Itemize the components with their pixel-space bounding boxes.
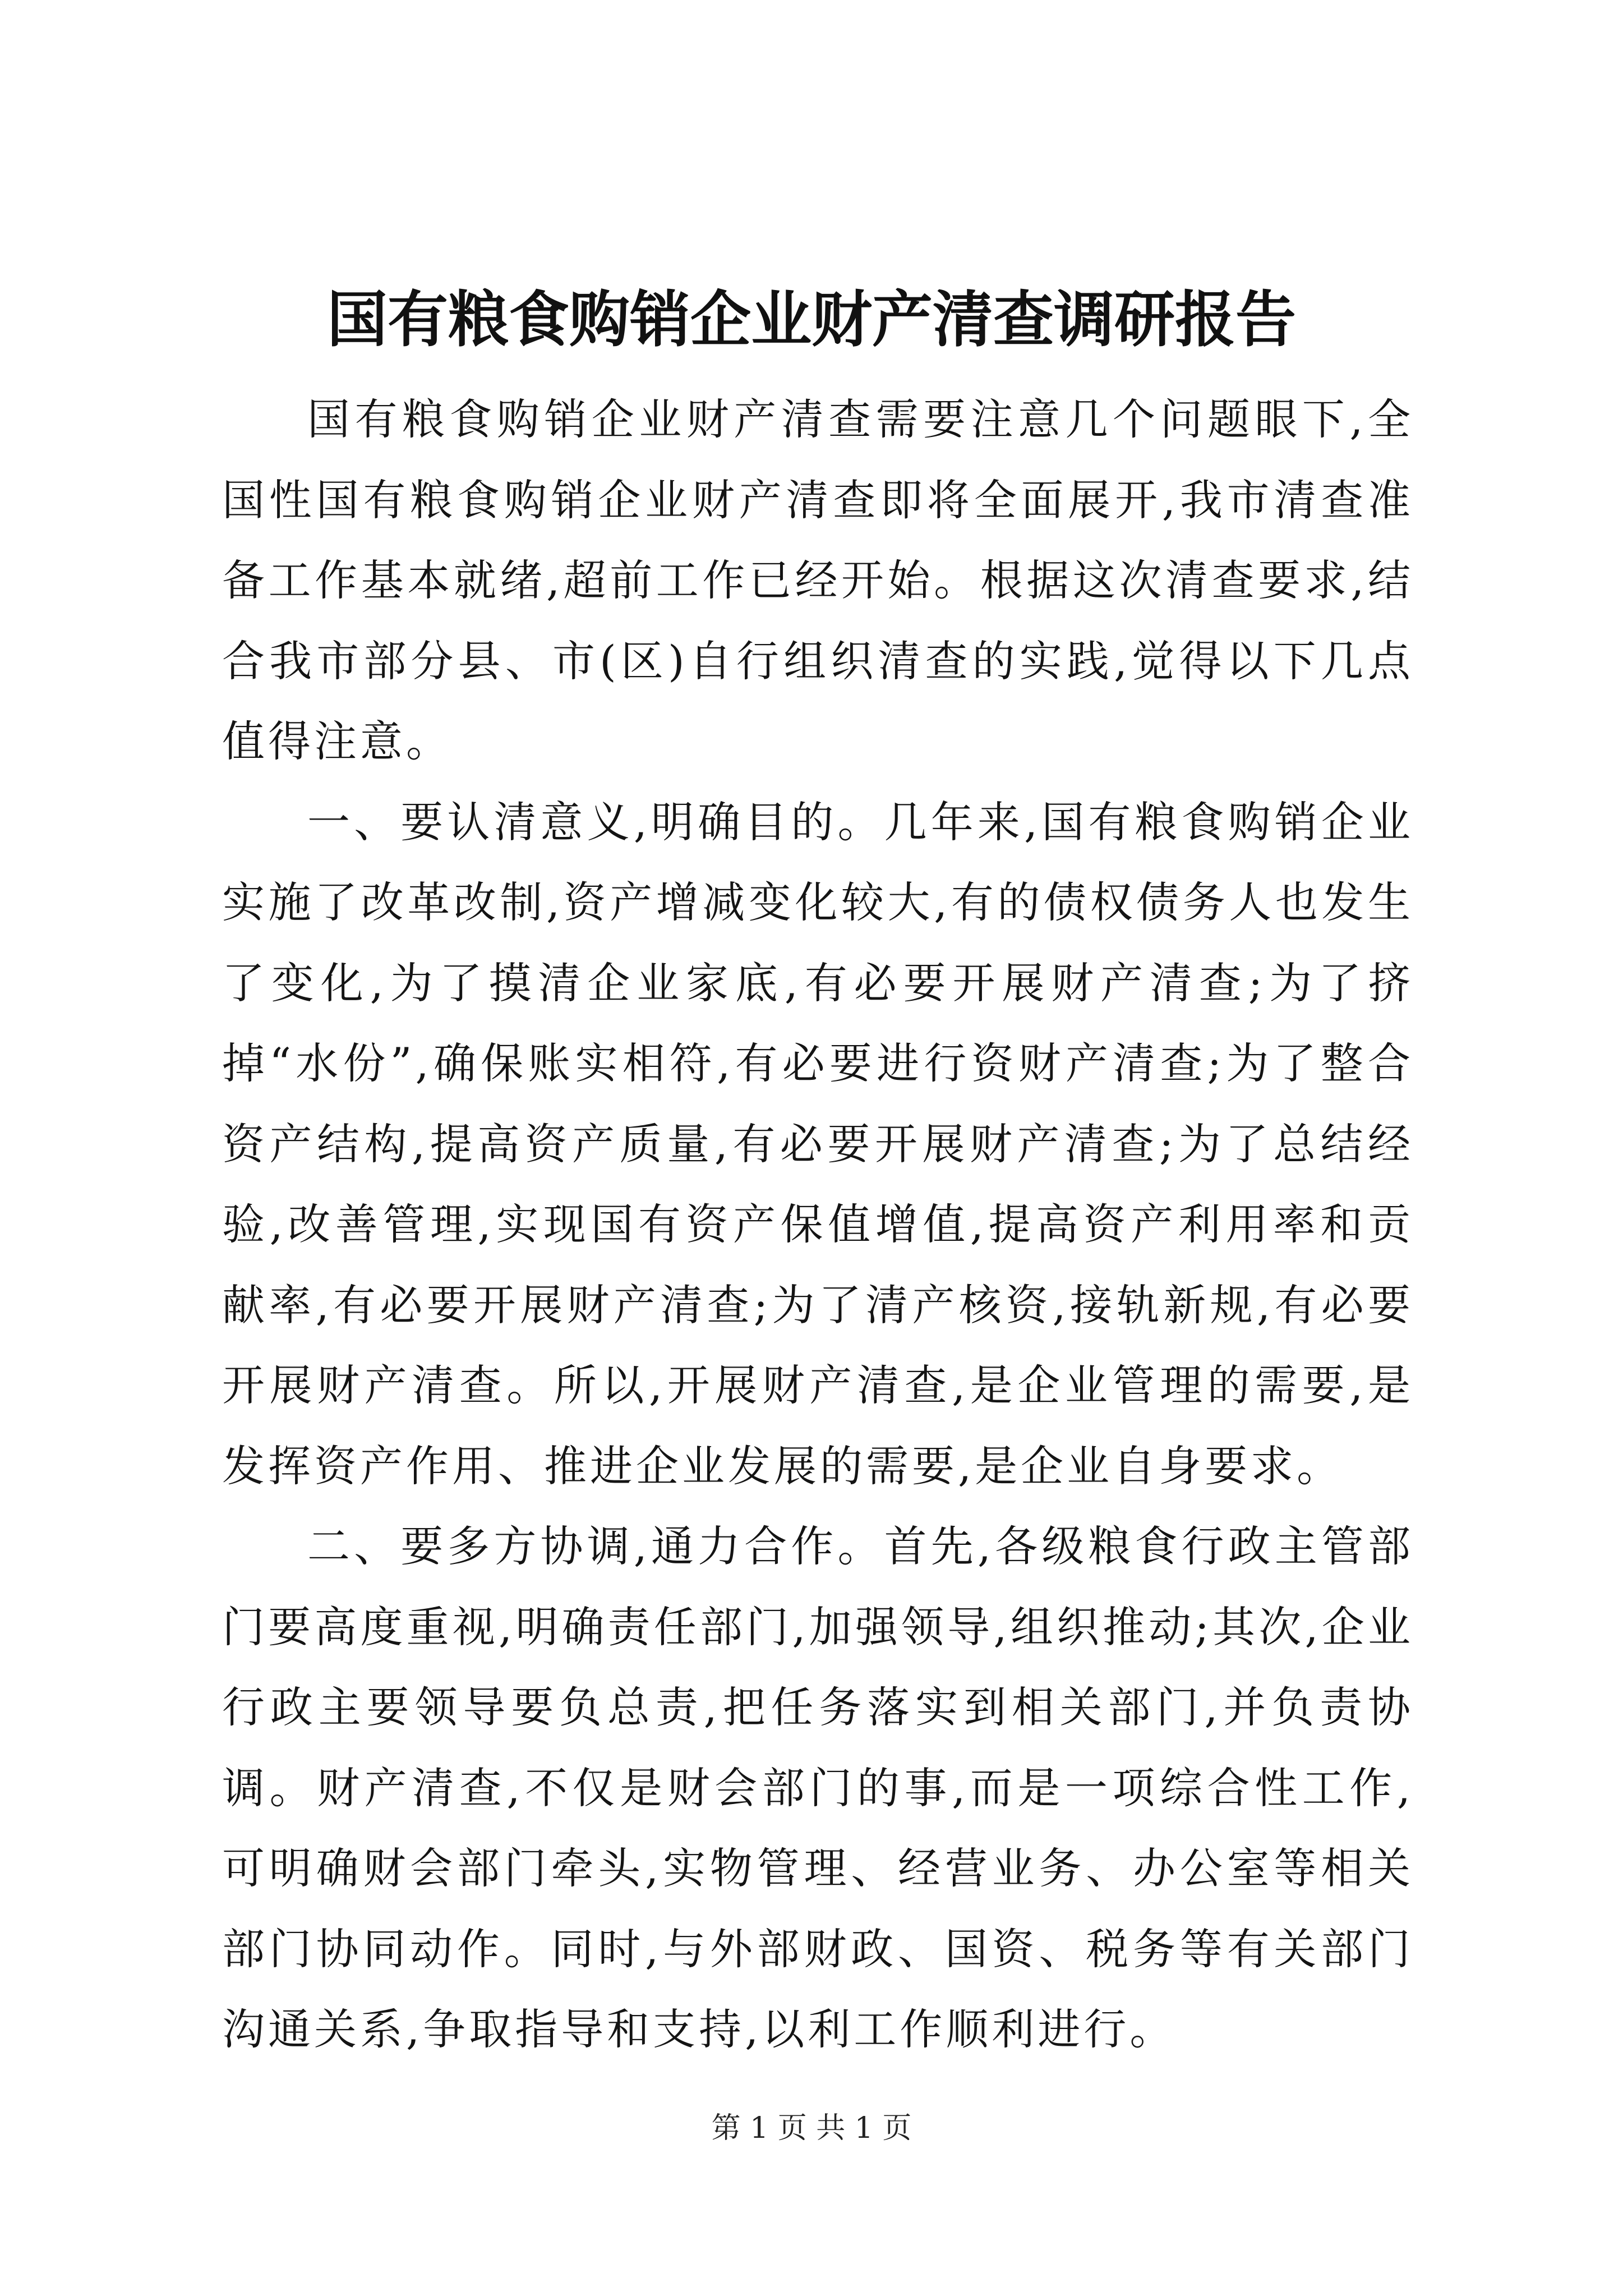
- document-body: [222, 379, 1414, 2070]
- paragraph-section-one: 一、要认清意义,明确目的。几年来,国有粮食购销企业实施了改革改制,资产增减变化较大,有的债权债务人也发生了变化,为了摸清企业家底,有必要开展财产清查;为了挤掉“水份”,确保账实相符,有必要进行资财产清查;为了整合资产结构,提高资产质量,有必要开展财产清查;为了总结经验,改善管理,实现国有资产保值增值,提高资产利用率和贡献率,有必要开展财产清查;为了清产核资,接轨新规,有必要开展财产清查。所以,开展财产清查,是企业管理的需要,是发挥资产作用、推进企业发展的需要,是企业自身要求。: [222, 797, 1414, 1491]
- page-footer: 第 1 页 共 1 页: [711, 2111, 912, 2145]
- document-title: 国有粮食购销企业财产清查调研报告: [326, 284, 1296, 355]
- paragraph-section-two: 二、要多方协调,通力合作。首先,各级粮食行政主管部门要高度重视,明确责任部门,加强领导,组织推动;其次,企业行政主要领导要负总责,把任务落实到相关部门,并负责协调。财产清查,不仅是财会部门的事,而是一项综合性工作,可明确财会部门牵头,实物管理、经营业务、办公室等相关部门协同动作。同时,与外部财政、国资、税务等有关部门沟通关系,争取指导和支持,以利工作顺利进行。: [222, 1521, 1414, 2054]
- paragraph-intro: 国有粮食购销企业财产清查需要注意几个问题眼下,全国性国有粮食购销企业财产清查即将全面展开,我市清查准备工作基本就绪,超前工作已经开始。根据这次清查要求,结合我市部分县、市(区)自行组织清查的实践,觉得以下几点值得注意。: [222, 394, 1414, 766]
